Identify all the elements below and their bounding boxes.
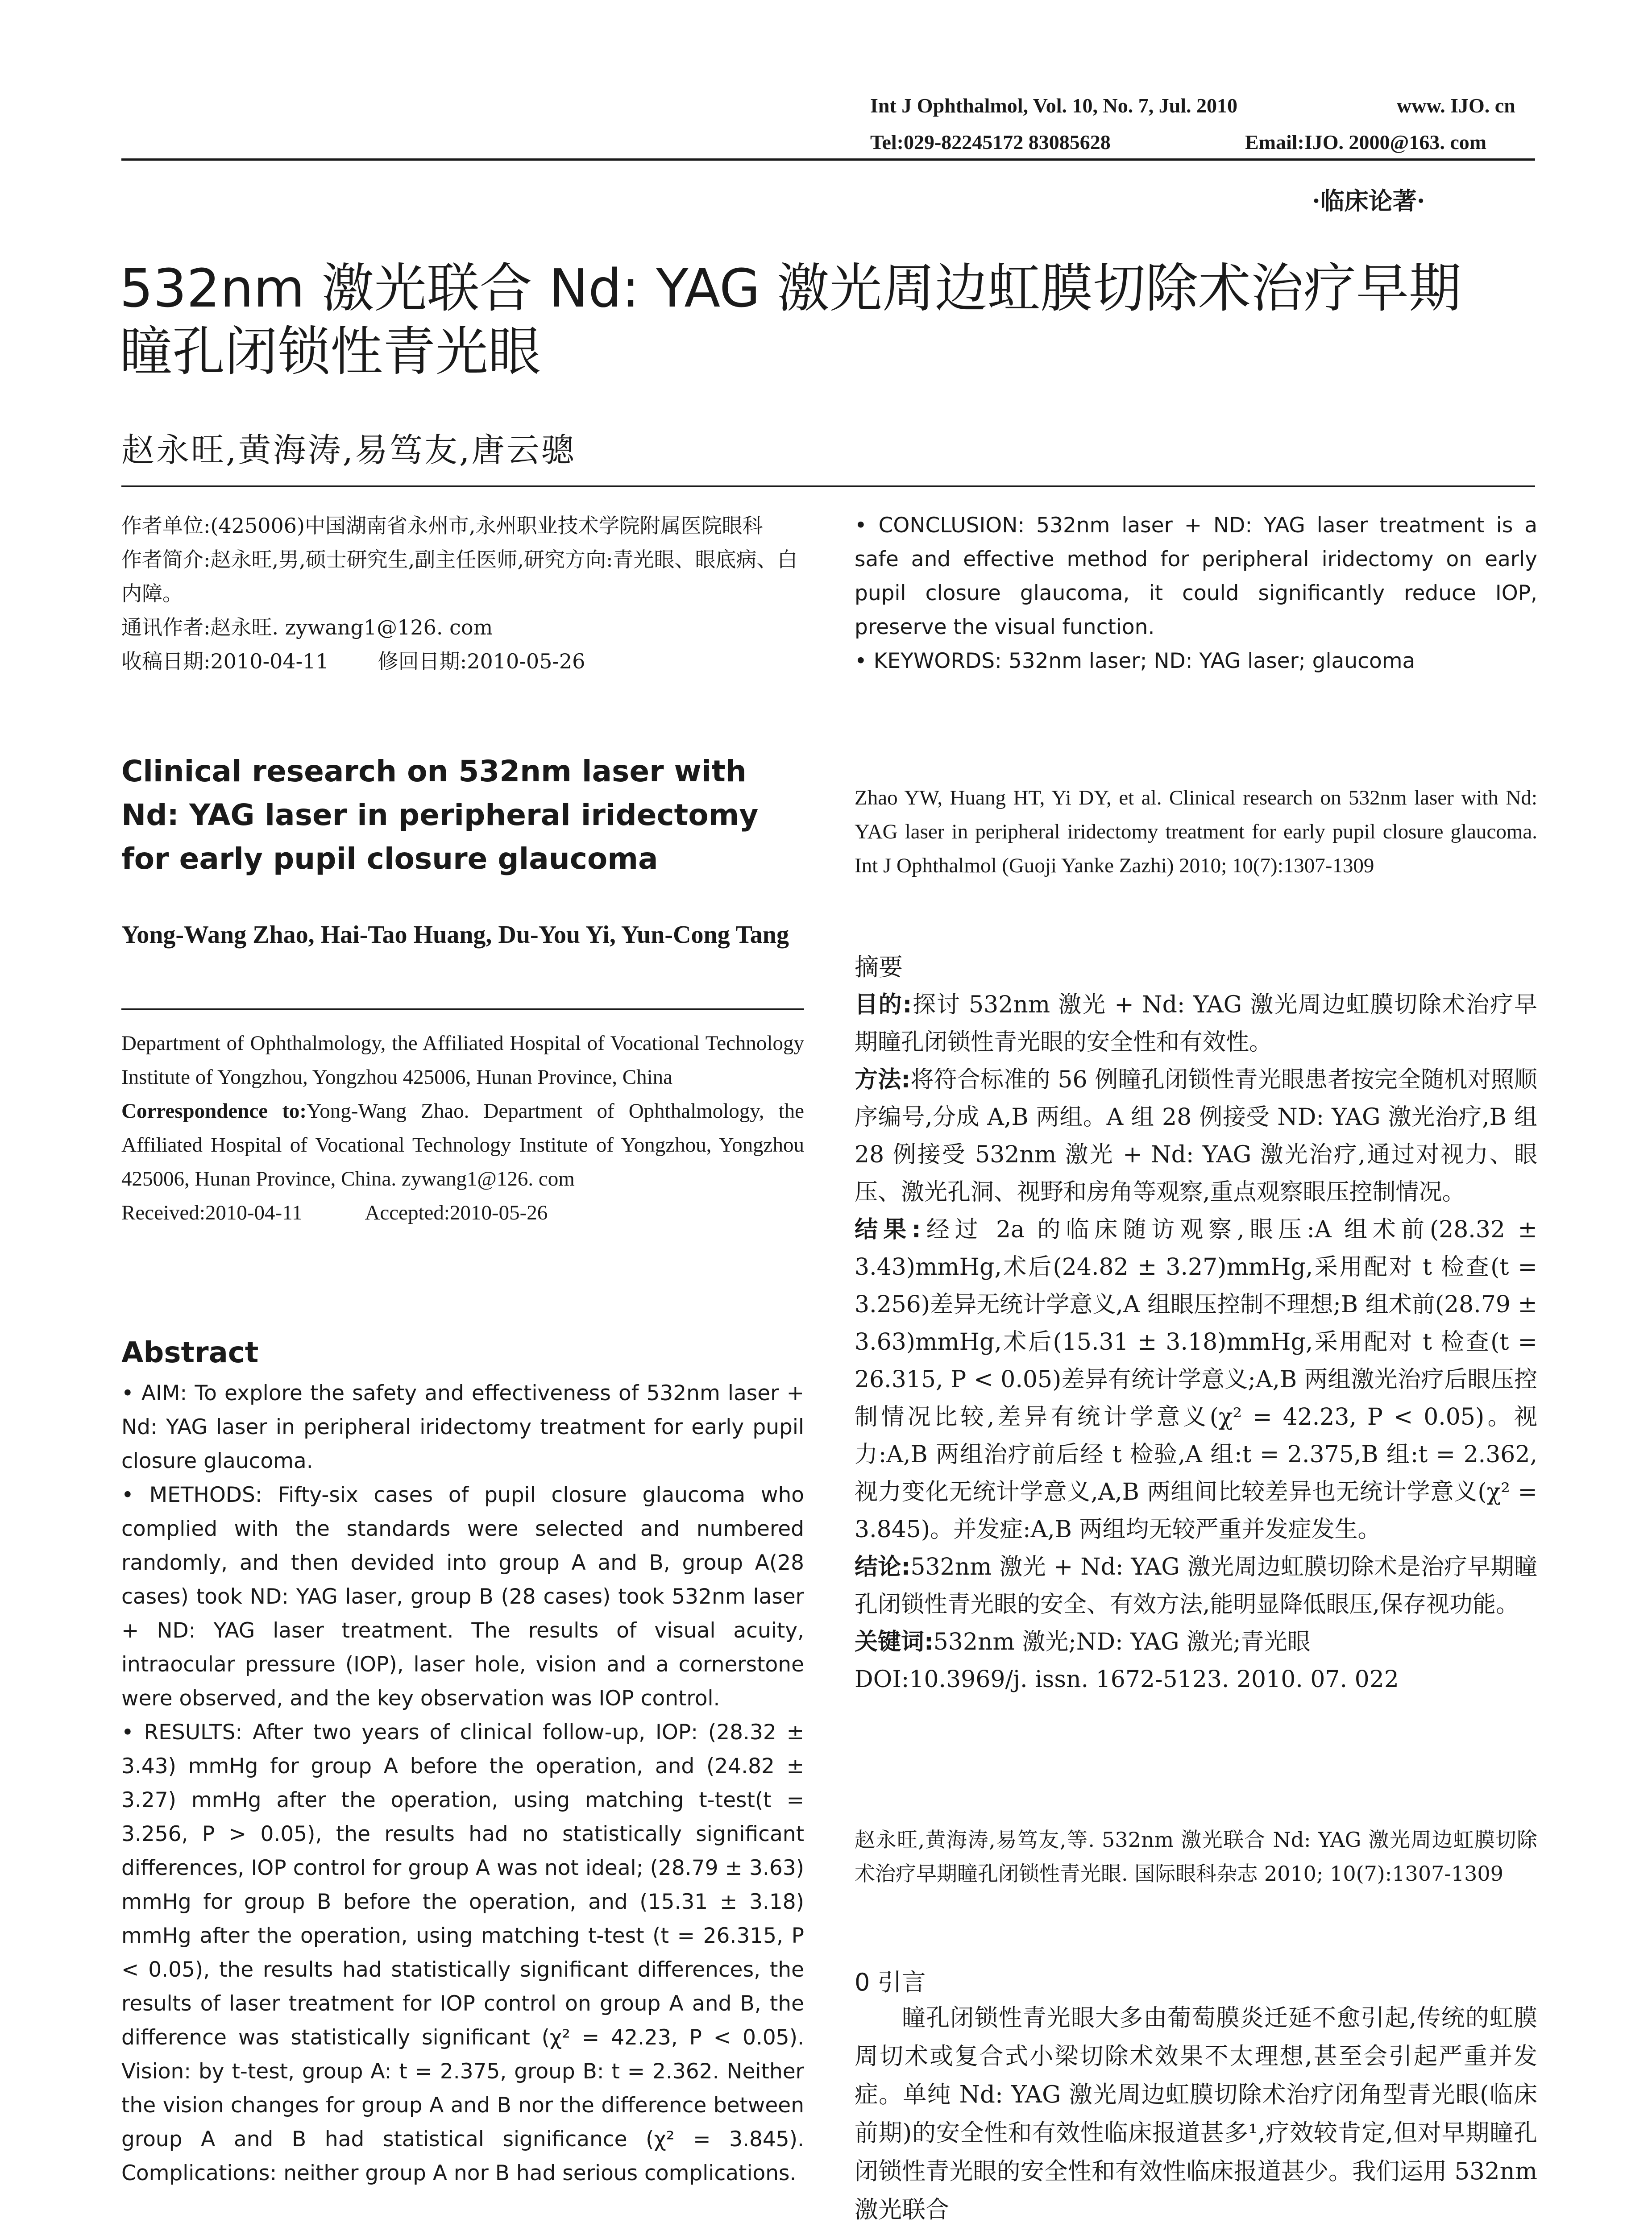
intro-heading: 0 引言	[855, 1968, 926, 1996]
authors-en: Yong-Wang Zhao, Hai-Tao Huang, Du-You Yi, Yun-Cong Tang	[121, 921, 789, 949]
journal-citation-line: Int J Ophthalmol, Vol. 10, No. 7, Jul. 2010	[870, 94, 1238, 117]
journal-email: Email:IJO. 2000@163. com	[1245, 131, 1487, 153]
correspondence-label: Correspondence to:	[121, 1099, 307, 1123]
correspondence-en: Yong-Wang Zhao. Department of Ophthalmology, the Affiliated Hospital of Vocational Technology Institute of Yongzhou, Yongzhou 425006, Hunan Province, China. zywang1@126. com	[121, 1099, 804, 1190]
abstract-cn-heading: 摘要	[855, 953, 903, 981]
abstract-conclusion: • CONCLUSION: 532nm laser + ND: YAG laser treatment is a safe and effective method for peripheral iridectomy on early pupil closure glaucoma, it could significantly reduce IOP, preserve the visual function.	[855, 513, 1537, 639]
abstract-keywords: • KEYWORDS: 532nm laser; ND: YAG laser; glaucoma	[855, 649, 1415, 673]
author-info	[121, 509, 804, 678]
journal-url: www. IJO. cn	[1397, 94, 1515, 117]
affiliation-en	[121, 1026, 804, 1230]
revised-cn: 修回日期:2010-05-26	[378, 649, 585, 673]
authors-rule	[121, 1008, 804, 1010]
title-rule	[121, 485, 1535, 487]
abstract-cn-keywords: 532nm 激光;ND: YAG 激光;青光眼	[933, 1629, 1311, 1655]
intro-paragraph: 瞳孔闭锁性青光眼大多由葡萄膜炎迁延不愈引起,传统的虹膜周切术或复合式小梁切除术效果不太理想,甚至会引起严重并发症。单纯 Nd: YAG 激光周边虹膜切除术治疗闭角型青光眼(临床前期)的安全性和有效性临床报道甚多¹,疗效较肯定,但对早期瞳孔闭锁性青光眼的安全性和有效性临床报道甚少。我们运用 532nm 激光联合	[855, 2004, 1537, 2223]
title-cn-line2: 瞳孔闭锁性青光眼	[120, 321, 541, 382]
abstract-en-left	[121, 1377, 804, 2190]
received-en: Received:2010-04-11	[121, 1201, 303, 1224]
bio-cn: 作者简介:赵永旺,男,硕士研究生,副主任医师,研究方向:青光眼、眼底病、白内障。	[121, 547, 798, 605]
received-cn: 收稿日期:2010-04-11	[121, 649, 329, 673]
abstract-cn-results-label: 结果:	[855, 1216, 921, 1243]
abstract-cn-methods: 将符合标准的 56 例瞳孔闭锁性青光眼患者按完全随机对照顺序编号,分成 A,B 两组。A 组 28 例接受 ND: YAG 激光治疗,B 组 28 例接受 532nm 激光 + Nd: YAG 激光治疗,通过对视力、眼压、激光孔洞、视野和房角等观察,重点观察眼压控制情况。	[855, 1066, 1538, 1206]
abstract-aim: • AIM: To explore the safety and effectiveness of 532nm laser + Nd: YAG laser in peripheral iridectomy treatment for early pupil closure glaucoma.	[121, 1381, 804, 1473]
abstract-methods: • METHODS: Fifty-six cases of pupil closure glaucoma who complied with the standards were selected and numbered randomly, and then devided into group A and B, group A(28 cases) took ND: YAG laser, group B (28 cases) took 532nm laser + ND: YAG laser treatment. The results of visual acuity, intraocular pressure (IOP), laser hole, vision and a cornerstone were observed, and the key observation was IOP control.	[121, 1483, 804, 1711]
abstract-cn-results: 经过 2a 的临床随访观察,眼压:A 组术前(28.32 ± 3.43)mmHg,术后(24.82 ± 3.27)mmHg,采用配对 t 检查(t = 3.256)差异无统计学意义,A 组眼压控制不理想;B 组术前(28.79 ± 3.63)mmHg,术后(15.31 ± 3.18)mmHg,采用配对 t 检查(t = 26.315, P < 0.05)差异有统计学意义;A,B 两组激光治疗后眼压控制情况比较,差异有统计学意义(χ² = 42.23, P < 0.05)。视力:A,B 两组治疗前后经 t 检验,A 组:t = 2.375,B 组:t = 2.362,视力变化无统计学意义,A,B 两组间比较差异也无统计学意义(χ² = 3.845)。并发症:A,B 两组均无较严重并发症发生。	[855, 1216, 1538, 1543]
department-en: Department of Ophthalmology, the Affiliated Hospital of Vocational Technology Institute of Yongzhou, Yongzhou 425006, Hunan Province, China	[121, 1032, 804, 1089]
title-en: Clinical research on 532nm laser with Nd: YAG laser in peripheral iridectomy for early pupil closure glaucoma	[121, 754, 759, 876]
doi: DOI:10.3969/j. issn. 1672-5123. 2010. 07. 022	[855, 1666, 1399, 1693]
abstract-cn-aim: 探讨 532nm 激光 + Nd: YAG 激光周边虹膜切除术治疗早期瞳孔闭锁性青光眼的安全性和有效性。	[855, 991, 1537, 1056]
accepted-en: Accepted:2010-05-26	[365, 1201, 548, 1224]
title-cn	[120, 257, 1539, 383]
title-cn-line1: 532nm 激光联合 Nd: YAG 激光周边虹膜切除术治疗早期	[120, 257, 1461, 319]
abstract-heading: Abstract	[121, 1336, 259, 1369]
journal-tel: Tel:029-82245172 83085628	[870, 131, 1111, 153]
abstract-en-right	[855, 509, 1537, 678]
abstract-cn-methods-label: 方法:	[855, 1066, 911, 1093]
abstract-results: • RESULTS: After two years of clinical follow-up, IOP: (28.32 ± 3.43) mmHg for group A before the operation, and (24.82 ± 3.27) mmHg after the operation, using matching t-test(t = 3.256, P > 0.05), the results had no statistically significant differences, IOP control for group A was not ideal; (28.79 ± 3.63) mmHg for group B before the operation, and (15.31 ± 3.18) mmHg after the operation, using matching t-test (t = 26.315, P < 0.05), the results had statistically significant differences, the results of laser treatment for IOP control on group A and B, the difference was statistically significant (χ² = 42.23, P < 0.05). Vision: by t-test, group A: t = 2.375, group B: t = 2.362. Neither the vision changes for group A and B nor the difference between group A and B had statistical significance (χ² = 3.845). Complications: neither group A nor B had serious complications.	[121, 1720, 804, 2185]
abstract-cn-conclusion: 532nm 激光 + Nd: YAG 激光周边虹膜切除术是治疗早期瞳孔闭锁性青光眼的安全、有效方法,能明显降低眼压,保存视功能。	[855, 1554, 1538, 1618]
authors-cn: 赵永旺,黄海涛,易笃友,唐云骢	[121, 431, 576, 469]
abstract-cn-aim-label: 目的:	[855, 991, 912, 1018]
intro-body	[855, 1999, 1537, 2229]
abstract-cn-keywords-label: 关键词:	[855, 1629, 934, 1655]
citation-cn: 赵永旺,黄海涛,易笃友,等. 532nm 激光联合 Nd: YAG 激光周边虹膜切除术治疗早期瞳孔闭锁性青光眼. 国际眼科杂志 2010; 10(7):1307-1309	[855, 1828, 1537, 1886]
abstract-cn	[855, 986, 1537, 1698]
header-rule	[121, 158, 1535, 161]
abstract-cn-conclusion-label: 结论:	[855, 1554, 911, 1580]
affiliation-cn: 作者单位:(425006)中国湖南省永州市,永州职业技术学院附属医院眼科	[121, 514, 763, 538]
section-tag: ·临床论著·	[1312, 187, 1425, 215]
contact-cn: 通讯作者:赵永旺. zywang1@126. com	[121, 615, 493, 639]
citation-en: Zhao YW, Huang HT, Yi DY, et al. Clinical research on 532nm laser with Nd: YAG laser in peripheral iridectomy treatment for early pupil closure glaucoma. Int J Ophthalmol (Guoji Yanke Zazhi) 2010; 10(7):1307-1309	[855, 786, 1537, 877]
